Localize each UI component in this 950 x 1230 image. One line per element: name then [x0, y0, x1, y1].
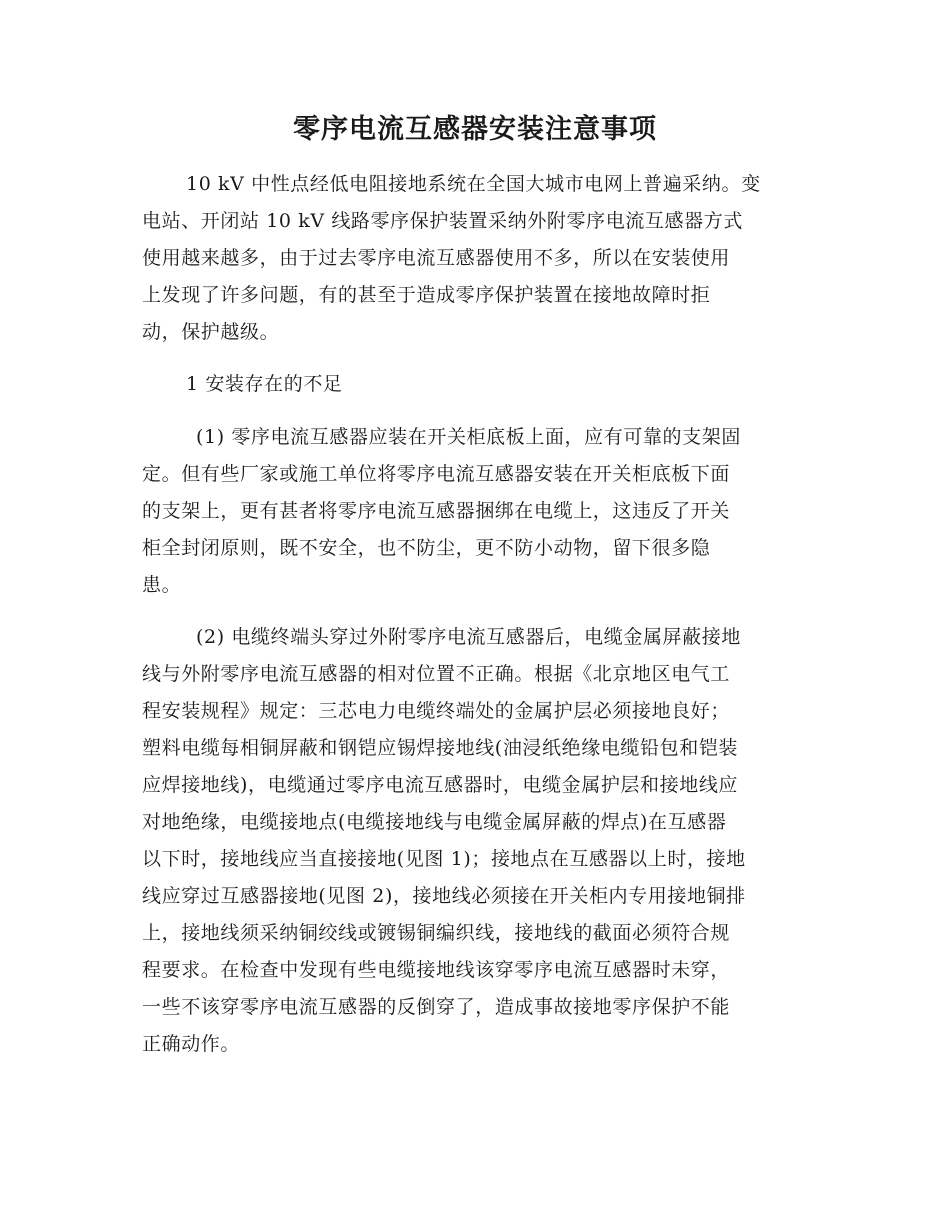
paragraph-intro-line: 电站、开闭站 10 kV 线路零序保护装置采纳外附零序电流互感器方式: [142, 210, 743, 232]
paragraph-item-2-line: 塑料电缆每相铜屏蔽和钢铠应锡焊接地线(油浸纸绝缘电缆铅包和铠装: [142, 737, 739, 759]
paragraph-item-2-line: 线应穿过互感器接地(见图 2)，接地线必须接在开关柜内专用接地铜排: [142, 885, 746, 907]
paragraph-item-1-line: 的支架上，更有甚者将零序电流互感器捆绑在电缆上，这违反了开关: [142, 500, 731, 522]
section-heading: 1 安装存在的不足: [186, 373, 343, 395]
paragraph-item-1-line: 患。: [142, 574, 182, 596]
paragraph-item-2-line: 应焊接地线)，电缆通过零序电流互感器时，电缆金属护层和接地线应: [142, 774, 739, 796]
paragraph-intro-line: 动，保护越级。: [142, 321, 280, 343]
paragraph-intro-line: 使用越来越多，由于过去零序电流互感器使用不多，所以在安装使用: [142, 247, 731, 269]
paragraph-intro-line: 10 kV 中性点经低电阻接地系统在全国大城市电网上普遍采纳。变: [186, 173, 761, 195]
paragraph-item-1-line: 柜全封闭原则，既不安全，也不防尘，更不防小动物，留下很多隐: [142, 537, 711, 559]
document-title: 零序电流互感器安装注意事项: [293, 114, 657, 145]
paragraph-item-2-line: 程要求。在检查中发现有些电缆接地线该穿零序电流互感器时未穿，: [142, 959, 731, 981]
paragraph-item-2-line: (2) 电缆终端头穿过外附零序电流互感器后，电缆金属屏蔽接地: [196, 626, 741, 648]
paragraph-item-2-line: 对地绝缘，电缆接地点(电缆接地线与电缆金属屏蔽的焊点)在互感器: [142, 811, 727, 833]
paragraph-item-2-line: 以下时，接地线应当直接接地(见图 1)；接地点在互感器以上时，接地: [142, 848, 746, 870]
paragraph-item-2-line: 一些不该穿零序电流互感器的反倒穿了，造成事故接地零序保护不能: [142, 996, 731, 1018]
paragraph-intro-line: 上发现了许多问题，有的甚至于造成零序保护装置在接地故障时拒: [142, 284, 711, 306]
paragraph-item-2-line: 线与外附零序电流互感器的相对位置不正确。根据《北京地区电气工: [142, 663, 731, 685]
paragraph-item-2-line: 程安装规程》规定：三芯电力电缆终端处的金属护层必须接地良好；: [142, 700, 731, 722]
paragraph-item-1-line: (1) 零序电流互感器应装在开关柜底板上面，应有可靠的支架固: [196, 426, 741, 448]
paragraph-item-1-line: 定。但有些厂家或施工单位将零序电流互感器安装在开关柜底板下面: [142, 463, 731, 485]
paragraph-item-2-line: 正确动作。: [142, 1033, 241, 1055]
paragraph-item-2-line: 上，接地线须采纳铜绞线或镀锡铜编织线，接地线的截面必须符合规: [142, 922, 731, 944]
